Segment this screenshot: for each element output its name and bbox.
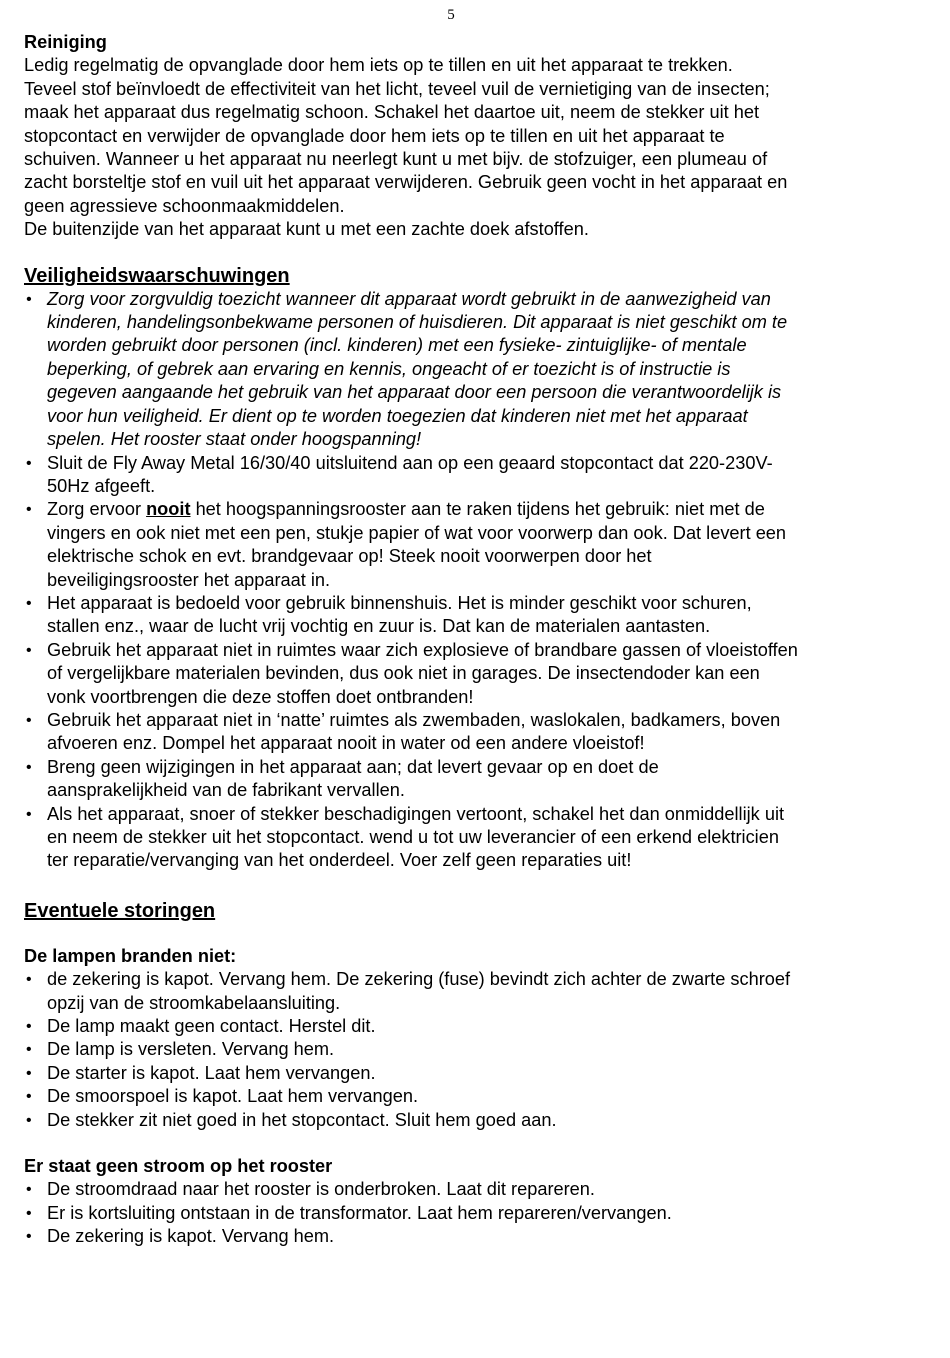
paragraph-line: De buitenzijde van het apparaat kunt u met een zachte doek afstoffen. xyxy=(24,219,589,240)
paragraph-line: Teveel stof beïnvloedt de effectiviteit van het licht, teveel vuil de vernietiging van de insecten; xyxy=(24,78,770,99)
list-item: • Sluit de Fly Away Metal 16/30/40 uitsluitend aan op een geaard stopcontact dat 220-230V- 50Hz afgeeft. xyxy=(24,452,894,499)
paragraph-line: Ledig regelmatig de opvanglade door hem iets op te tillen en uit het apparaat te trekken. xyxy=(24,55,733,76)
emphasis-nooit: nooit xyxy=(146,499,191,520)
paragraph-line: schuiven. Wanneer u het apparaat nu neerlegt kunt u met bijv. de stofzuiger, een plumeau of xyxy=(24,149,768,170)
document-body xyxy=(24,31,894,1249)
list-item: • Het apparaat is bedoeld voor gebruik binnenshuis. Het is minder geschikt voor schuren, stallen enz., waar de lucht vrij vochtig en zuur is. Dat kan de materialen aantasten. xyxy=(24,592,894,639)
paragraph-line: stopcontact en verwijder de opvanglade door hem iets op te tillen en uit het apparaat te xyxy=(24,125,725,146)
list-item: • De lamp is versleten. Vervang hem. xyxy=(24,1038,894,1061)
warning-list xyxy=(24,288,894,873)
heading-eventuele-storingen: Eventuele storingen xyxy=(24,899,216,922)
page-number: 5 xyxy=(447,7,455,23)
list-item: • De stekker zit niet goed in het stopcontact. Sluit hem goed aan. xyxy=(24,1109,894,1132)
section-veiligheid xyxy=(24,264,894,873)
list-item: • Zorg voor zorgvuldig toezicht wanneer dit apparaat wordt gebruikt in de aanwezigheid van kinderen, handelingsonbekwame personen of huisdieren. Dit apparaat is niet geschikt om te worden gebruikt door personen (incl. kinderen) met een fysieke- zintuiglijke- of mentale beperking, of gebrek aan ervaring en kennis, ongeacht of er toezicht is of instructie is gegeven aangaande het gebruik van het apparaat door een persoon die verantwoordelijk is voor hun veiligheid. Er dient op te worden toegezien dat kinderen niet met het apparaat spelen. Het rooster staat onder hoogspanning! xyxy=(24,288,894,452)
heading-reiniging: Reiniging xyxy=(24,32,107,52)
stroom-list xyxy=(24,1178,894,1248)
list-item: • De smoorspoel is kapot. Laat hem vervangen. xyxy=(24,1085,894,1108)
heading-veiligheidswaarschuwingen: Veiligheidswaarschuwingen xyxy=(24,264,290,287)
list-item: • De stroomdraad naar het rooster is onderbroken. Laat dit repareren. xyxy=(24,1178,894,1201)
section-reiniging xyxy=(24,31,894,242)
list-item: • Breng geen wijzigingen in het apparaat aan; dat levert gevaar op en doet de aansprakelijkheid van de fabrikant vervallen. xyxy=(24,756,894,803)
list-item: • De zekering is kapot. Vervang hem. xyxy=(24,1225,894,1248)
paragraph-line: geen agressieve schoonmaakmiddelen. xyxy=(24,195,345,216)
list-item: • Zorg ervoor nooit het hoogspanningsrooster aan te raken tijdens het gebruik: niet met de vingers en ook niet met een pen, stukje papier of wat voor voorwerp dan ook. Dat levert een elektrische schok en evt. brandgevaar op! Steek nooit voorwerpen door het beveiligingsrooster het apparaat in. xyxy=(24,498,894,592)
paragraph-line: maak het apparaat dus regelmatig schoon. Schakel het daartoe uit, neem de stekker uit het xyxy=(24,102,760,123)
list-item: • Gebruik het apparaat niet in ruimtes waar zich explosieve of brandbare gassen of vloeistoffen of vergelijkbare materialen bevinden, dus ook niet in garages. De insectendoder kan een vonk voortbrengen die deze stoffen doet ontbranden! xyxy=(24,639,894,709)
list-item: • de zekering is kapot. Vervang hem. De zekering (fuse) bevindt zich achter de zwarte schroef opzij van de stroomkabelaansluiting. xyxy=(24,968,894,1015)
list-item: • De starter is kapot. Laat hem vervangen. xyxy=(24,1062,894,1085)
list-item: • Als het apparaat, snoer of stekker beschadigingen vertoont, schakel het dan onmiddellijk uit en neem de stekker uit het stopcontact. wend u tot uw leverancier of een erkend elektricien ter reparatie/vervanging van het onderdeel. Voer zelf geen reparaties uit! xyxy=(24,803,894,873)
paragraph-line: zacht borsteltje stof en vuil uit het apparaat verwijderen. Gebruik geen vocht in het apparaat en xyxy=(24,172,788,193)
section-storingen xyxy=(24,899,894,1249)
list-item: • Er is kortsluiting ontstaan in de transformator. Laat hem repareren/vervangen. xyxy=(24,1202,894,1225)
lampen-list xyxy=(24,968,894,1132)
list-item: • De lamp maakt geen contact. Herstel dit. xyxy=(24,1015,894,1038)
heading-geen-stroom: Er staat geen stroom op het rooster xyxy=(24,1156,333,1177)
heading-lampen-branden-niet: De lampen branden niet: xyxy=(24,945,237,966)
list-item: • Gebruik het apparaat niet in ‘natte’ ruimtes als zwembaden, waslokalen, badkamers, boven afvoeren enz. Dompel het apparaat nooit in water od een andere vloeistof! xyxy=(24,709,894,756)
